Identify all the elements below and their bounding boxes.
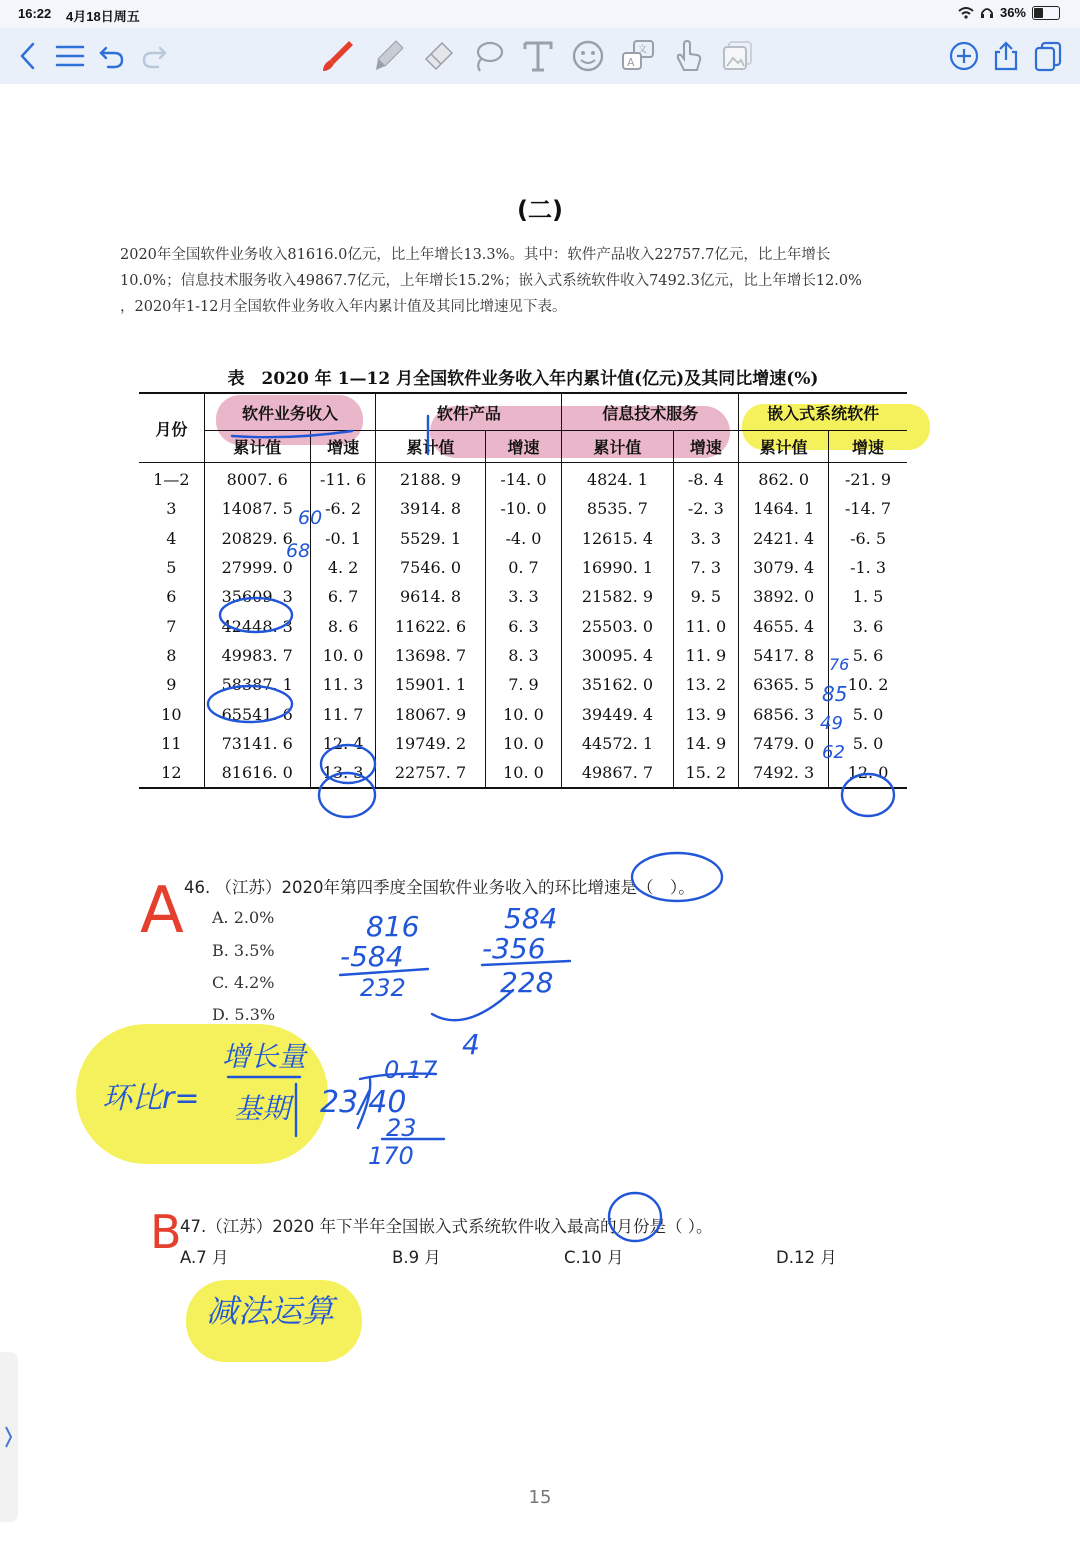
value-cell: -1. 3: [829, 553, 907, 582]
margin-note: 68: [286, 540, 311, 562]
status-time: 16:22: [18, 6, 52, 21]
value-cell: 13. 9: [673, 699, 739, 728]
value-cell: 9614. 8: [376, 582, 485, 611]
option-46-a[interactable]: A. 2.0%: [212, 908, 275, 927]
calc-line: 170: [368, 1142, 414, 1170]
redo-icon[interactable]: [136, 38, 172, 74]
share-icon[interactable]: [988, 38, 1024, 74]
value-cell: 13698. 7: [376, 641, 485, 670]
margin-note: 60: [298, 507, 323, 529]
value-cell: 7. 9: [485, 670, 562, 699]
value-cell: 20829. 6: [204, 524, 310, 553]
value-cell: 11. 9: [673, 641, 739, 670]
value-cell: 39449. 4: [562, 699, 673, 728]
value-cell: 5. 0: [829, 729, 907, 758]
value-cell: 4824. 1: [562, 463, 673, 495]
value-cell: 11. 0: [673, 611, 739, 640]
svg-text:A: A: [627, 56, 635, 69]
value-cell: 8007. 6: [204, 463, 310, 495]
group-header: 软件产品: [376, 393, 562, 431]
value-cell: 81616. 0: [204, 758, 310, 788]
back-icon[interactable]: [10, 38, 46, 74]
outline-icon[interactable]: [52, 38, 88, 74]
value-cell: 30095. 4: [562, 641, 673, 670]
group-header: 嵌入式系统软件: [739, 393, 907, 431]
calc-line: 232: [360, 974, 406, 1002]
month-cell: 4: [166, 528, 177, 548]
margin-note: 62: [822, 742, 845, 763]
value-cell: 4655. 4: [739, 611, 829, 640]
value-cell: 2421. 4: [739, 524, 829, 553]
value-cell: 35162. 0: [562, 670, 673, 699]
month-cell: 11: [161, 733, 182, 753]
value-cell: -0. 1: [310, 524, 376, 553]
option-46-b[interactable]: B. 3.5%: [212, 941, 275, 960]
side-drawer-handle[interactable]: [0, 1352, 18, 1522]
value-cell: 7492. 3: [739, 758, 829, 788]
value-cell: 8535. 7: [562, 494, 673, 523]
option-46-d[interactable]: D. 5.3%: [212, 1005, 276, 1024]
answer-46-mark: A: [140, 874, 184, 948]
value-cell: 25503. 0: [562, 611, 673, 640]
value-cell: 11622. 6: [376, 611, 485, 640]
status-bar: [0, 0, 1080, 28]
sub-header: 累计值: [739, 431, 829, 463]
svg-text:文: 文: [638, 45, 648, 55]
sub-header: 累计值: [562, 431, 673, 463]
value-cell: 10. 0: [485, 699, 562, 728]
sub-header: 增速: [485, 431, 562, 463]
sub-header: 增速: [673, 431, 739, 463]
value-cell: -21. 9: [829, 463, 907, 495]
month-cell: 3: [166, 499, 177, 519]
value-cell: -8. 4: [673, 463, 739, 495]
value-cell: 42448. 3: [204, 611, 310, 640]
hand-icon[interactable]: [670, 38, 706, 74]
annotation-layer: [0, 84, 1080, 1547]
value-cell: -4. 0: [485, 524, 562, 553]
option-47-b[interactable]: B.9 月: [392, 1248, 441, 1267]
option-46-c[interactable]: C. 4.2%: [212, 973, 275, 992]
margin-note: 85: [822, 682, 848, 706]
add-page-icon[interactable]: [946, 38, 982, 74]
value-cell: 2188. 9: [376, 463, 485, 495]
group-header: 信息技术服务: [562, 393, 739, 431]
value-cell: 19749. 2: [376, 729, 485, 758]
value-cell: 9. 5: [673, 582, 739, 611]
sub-header: 增速: [829, 431, 907, 463]
question-46: 46. （江苏）2020年第四季度全国软件业务收入的环比增速是（ ）。: [184, 878, 695, 897]
value-cell: 5. 0: [829, 699, 907, 728]
calc-line: 23/40: [320, 1085, 407, 1120]
margin-note: 76: [829, 655, 850, 674]
value-cell: 22757. 7: [376, 758, 485, 788]
option-47-a[interactable]: A.7 月: [180, 1248, 229, 1267]
formula-denominator: 基期: [234, 1092, 291, 1125]
month-cell: 9: [166, 675, 177, 695]
battery-icon: [1032, 6, 1060, 20]
formula-numerator: 增长量: [222, 1040, 307, 1073]
brush-icon[interactable]: [320, 38, 356, 74]
month-cell: 7: [166, 616, 177, 636]
value-cell: 862. 0: [739, 463, 829, 495]
intro-line: ，2020年1-12月全国软件业务收入年内累计值及其同比增速见下表。: [120, 299, 567, 315]
value-cell: 6. 7: [310, 582, 376, 611]
value-cell: 73141. 6: [204, 729, 310, 758]
value-cell: 49983. 7: [204, 641, 310, 670]
status-right: [958, 5, 1060, 20]
toolbar: [0, 28, 1080, 85]
value-cell: 10. 2: [829, 670, 907, 699]
value-cell: 3. 3: [485, 582, 562, 611]
value-cell: -2. 3: [673, 494, 739, 523]
value-cell: 14. 9: [673, 729, 739, 758]
value-cell: 3079. 4: [739, 553, 829, 582]
value-cell: 7. 3: [673, 553, 739, 582]
value-cell: 21582. 9: [562, 582, 673, 611]
value-cell: 15901. 1: [376, 670, 485, 699]
calc-line: 228: [500, 966, 554, 999]
status-date: 4月18日周五: [66, 9, 140, 24]
month-header: 月份: [139, 393, 204, 463]
value-cell: 5. 6: [829, 641, 907, 670]
question-47: 47.（江苏）2020 年下半年全国嵌入式系统软件收入最高的月份是（ ）。: [180, 1217, 713, 1236]
calc-line: 816: [366, 910, 420, 943]
formula-label: 环比r=: [102, 1081, 200, 1116]
month-cell: 5: [166, 558, 177, 578]
value-cell: 8. 6: [310, 611, 376, 640]
sub-header: 累计值: [204, 431, 310, 463]
page-number: 15: [528, 1487, 552, 1508]
value-cell: 18067. 9: [376, 699, 485, 728]
calc-line: 584: [504, 902, 558, 935]
value-cell: 10. 0: [485, 758, 562, 788]
month-cell: 12: [139, 758, 204, 788]
value-cell: 1464. 1: [739, 494, 829, 523]
value-cell: 12615. 4: [562, 524, 673, 553]
value-cell: 6856. 3: [739, 699, 829, 728]
value-cell: -6. 2: [310, 494, 376, 523]
value-cell: -10. 0: [485, 494, 562, 523]
margin-note: 49: [820, 713, 843, 734]
calc-line: -584: [340, 940, 404, 973]
value-cell: 14087. 5: [204, 494, 310, 523]
value-cell: 4. 2: [310, 553, 376, 582]
group-header: 软件业务收入: [204, 393, 376, 431]
sticker-icon[interactable]: [570, 38, 606, 74]
value-cell: 15. 2: [673, 758, 739, 788]
value-cell: 3. 3: [673, 524, 739, 553]
month-cell: 8: [166, 645, 177, 665]
headphones-icon: [980, 7, 994, 19]
value-cell: 6. 3: [485, 611, 562, 640]
value-cell: 0. 7: [485, 553, 562, 582]
value-cell: 5529. 1: [376, 524, 485, 553]
table-caption: 表 2020 年 1—12 月全国软件业务收入年内累计值(亿元)及其同比增速(%): [227, 369, 819, 389]
value-cell: 7546. 0: [376, 553, 485, 582]
section-title: (二): [517, 196, 563, 224]
value-cell: 5417. 8: [739, 641, 829, 670]
intro-line: 2020年全国软件业务收入81616.0亿元，比上年增长13.3%。其中：软件产品收入22757.7亿元，比上年增长: [120, 247, 831, 263]
month-cell: 1—2: [153, 470, 190, 490]
value-cell: 65541. 6: [204, 699, 310, 728]
value-cell: 16990. 1: [562, 553, 673, 582]
option-47-d[interactable]: D.12 月: [776, 1248, 837, 1267]
image-icon[interactable]: [720, 38, 756, 74]
lasso-icon[interactable]: [470, 38, 506, 74]
month-cell: 10: [161, 704, 182, 724]
value-cell: 49867. 7: [562, 758, 673, 788]
eraser-icon[interactable]: [420, 38, 456, 74]
value-cell: 8. 3: [485, 641, 562, 670]
calc-mark: 4: [462, 1028, 480, 1061]
value-cell: 58387. 1: [204, 670, 310, 699]
note-47: 减法运算: [206, 1292, 335, 1330]
calc-line: 0.17: [384, 1056, 438, 1084]
value-cell: -11. 6: [310, 463, 376, 495]
pages-icon[interactable]: [1030, 38, 1066, 74]
value-cell: 1. 5: [829, 582, 907, 611]
value-cell: 13. 2: [673, 670, 739, 699]
highlighter-icon[interactable]: [370, 38, 406, 74]
value-cell: -14. 0: [485, 463, 562, 495]
undo-icon[interactable]: [94, 38, 130, 74]
value-cell: 11. 3: [310, 670, 376, 699]
document-page[interactable]: [0, 84, 1080, 1547]
month-cell: 6: [166, 587, 177, 607]
intro-line: 10.0%；信息技术服务收入49867.7亿元，上年增长15.2%；嵌入式系统软件收入7492.3亿元，比上年增长12.0%: [120, 273, 862, 289]
text-icon[interactable]: [520, 38, 556, 74]
sub-header: 增速: [310, 431, 376, 463]
answer-47-mark: B: [150, 1205, 182, 1259]
value-cell: 44572. 1: [562, 729, 673, 758]
wifi-icon: [958, 7, 974, 19]
value-cell: 10. 0: [485, 729, 562, 758]
value-cell: 3914. 8: [376, 494, 485, 523]
option-47-c[interactable]: C.10 月: [564, 1248, 624, 1267]
value-cell: 7479. 0: [739, 729, 829, 758]
value-cell: 3892. 0: [739, 582, 829, 611]
calc-line: -356: [482, 932, 546, 965]
calc-line: 23: [386, 1114, 417, 1142]
value-cell: 6365. 5: [739, 670, 829, 699]
sub-header: 累计值: [376, 431, 485, 463]
value-cell: 35609. 3: [204, 582, 310, 611]
value-cell: 10. 0: [310, 641, 376, 670]
value-cell: -14. 7: [829, 494, 907, 523]
battery-percent: 36%: [999, 5, 1026, 20]
value-cell: 13. 3: [310, 758, 376, 788]
value-cell: 12. 4: [310, 729, 376, 758]
value-cell: 12. 0: [829, 758, 907, 788]
translate-icon[interactable]: [620, 38, 656, 74]
value-cell: -6. 5: [829, 524, 907, 553]
value-cell: 27999. 0: [204, 553, 310, 582]
value-cell: 11. 7: [310, 699, 376, 728]
value-cell: 3. 6: [829, 611, 907, 640]
